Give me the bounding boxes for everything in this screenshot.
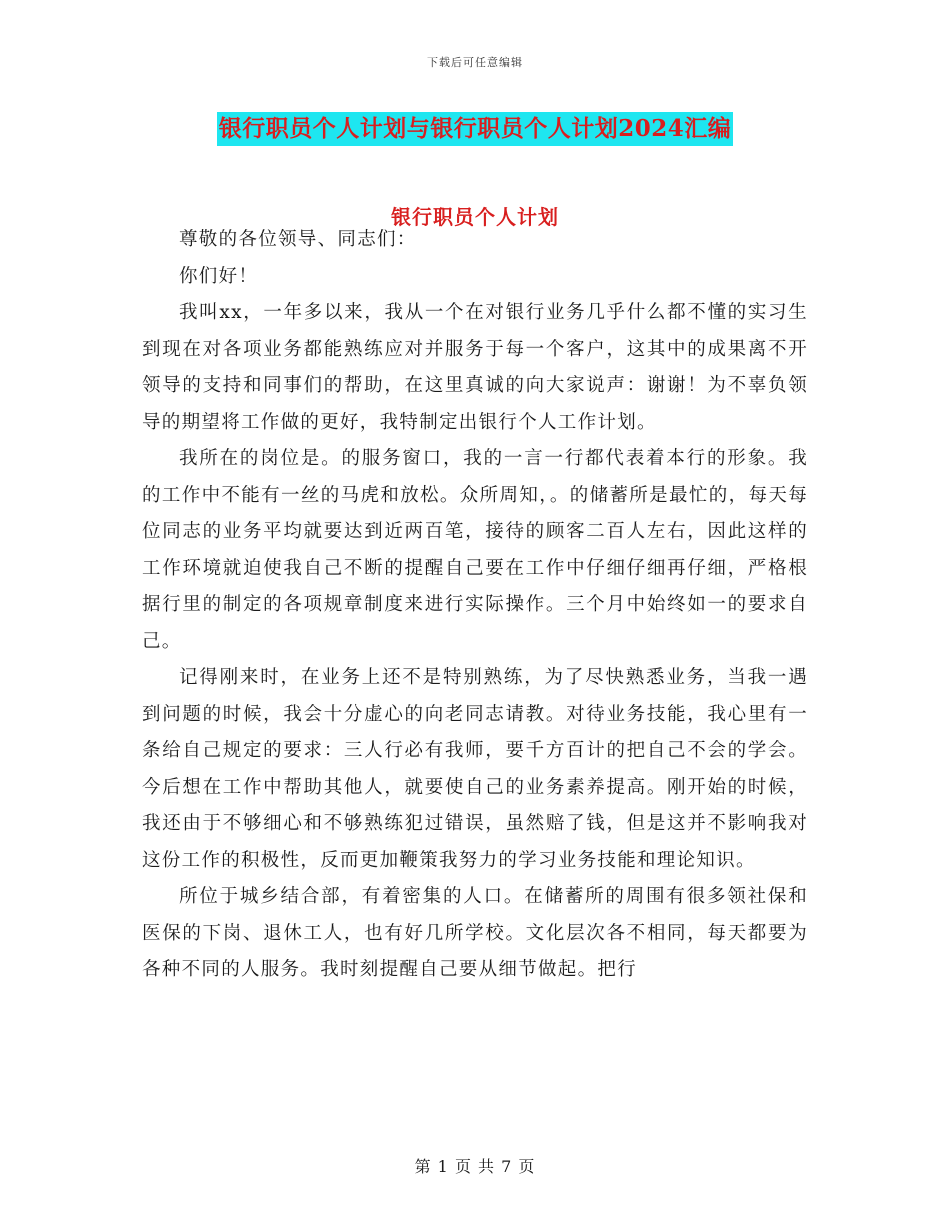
document-title-wrap (0, 112, 950, 146)
paragraph-intro: 我叫xx，一年多以来，我从一个在对银行业务几乎什么都不懂的实习生到现在对各项业务都能熟练应对并服务于每一个客户，这其中的成果离不开领导的支持和同事们的帮助，在这里真诚的向大家说声：谢谢！为不辜负领导的期望将工作做的更好，我特制定出银行个人工作计划。 (142, 302, 808, 433)
section-title: 银行职员个人计划 (391, 205, 559, 229)
footer-suffix: 页 (518, 1157, 536, 1176)
paragraph-greeting: 你们好！ (179, 265, 259, 287)
footer-middle: 页 共 (454, 1157, 496, 1176)
footer-prefix: 第 (414, 1157, 432, 1176)
page-footer (0, 1154, 950, 1177)
paragraph-position: 我所在的岗位是。的服务窗口，我的一言一行都代表着本行的形象。我的工作中不能有一丝的马虎和放松。众所周知，。的储蓄所是最忙的，每天每位同志的业务平均就要达到近两百笔，接待的顾客二百人左右，因此这样的工作环境就迫使我自己不断的提醒自己要在工作中仔细仔细再仔细，严格根据行里的制定的各项规章制度来进行实际操作。三个月中始终如一的要求自己。 (142, 448, 808, 652)
paragraph-salutation: 尊敬的各位领导、同志们： (179, 229, 417, 250)
document-title: 银行职员个人计划与银行职员个人计划2024汇编 (217, 112, 734, 146)
paragraph-learning: 记得刚来时，在业务上还不是特别熟练，为了尽快熟悉业务，当我一遇到问题的时候，我会十分虚心的向老同志请教。对待业务技能，我心里有一条给自己规定的要求：三人行必有我师，要千方百计的把自己不会的学会。今后想在工作中帮助其他人，就要使自己的业务素养提高。刚开始的时候，我还由于不够细心和不够熟练犯过错误，虽然赔了钱，但是这并不影响我对这份工作的积极性，反而更加鞭策我努力的学习业务技能和理论知识。 (142, 667, 808, 871)
footer-total-pages: 7 (501, 1157, 513, 1176)
page-header-note: 下载后可任意编辑 (427, 56, 523, 69)
paragraph-location: 所位于城乡结合部，有着密集的人口。在储蓄所的周围有很多领社保和医保的下岗、退休工人，也有好几所学校。文化层次各不相同，每天都要为各种不同的人服务。我时刻提醒自己要从细节做起。把行 (142, 886, 808, 980)
footer-page-number: 1 (437, 1157, 449, 1176)
document-paragraphs (142, 222, 808, 989)
